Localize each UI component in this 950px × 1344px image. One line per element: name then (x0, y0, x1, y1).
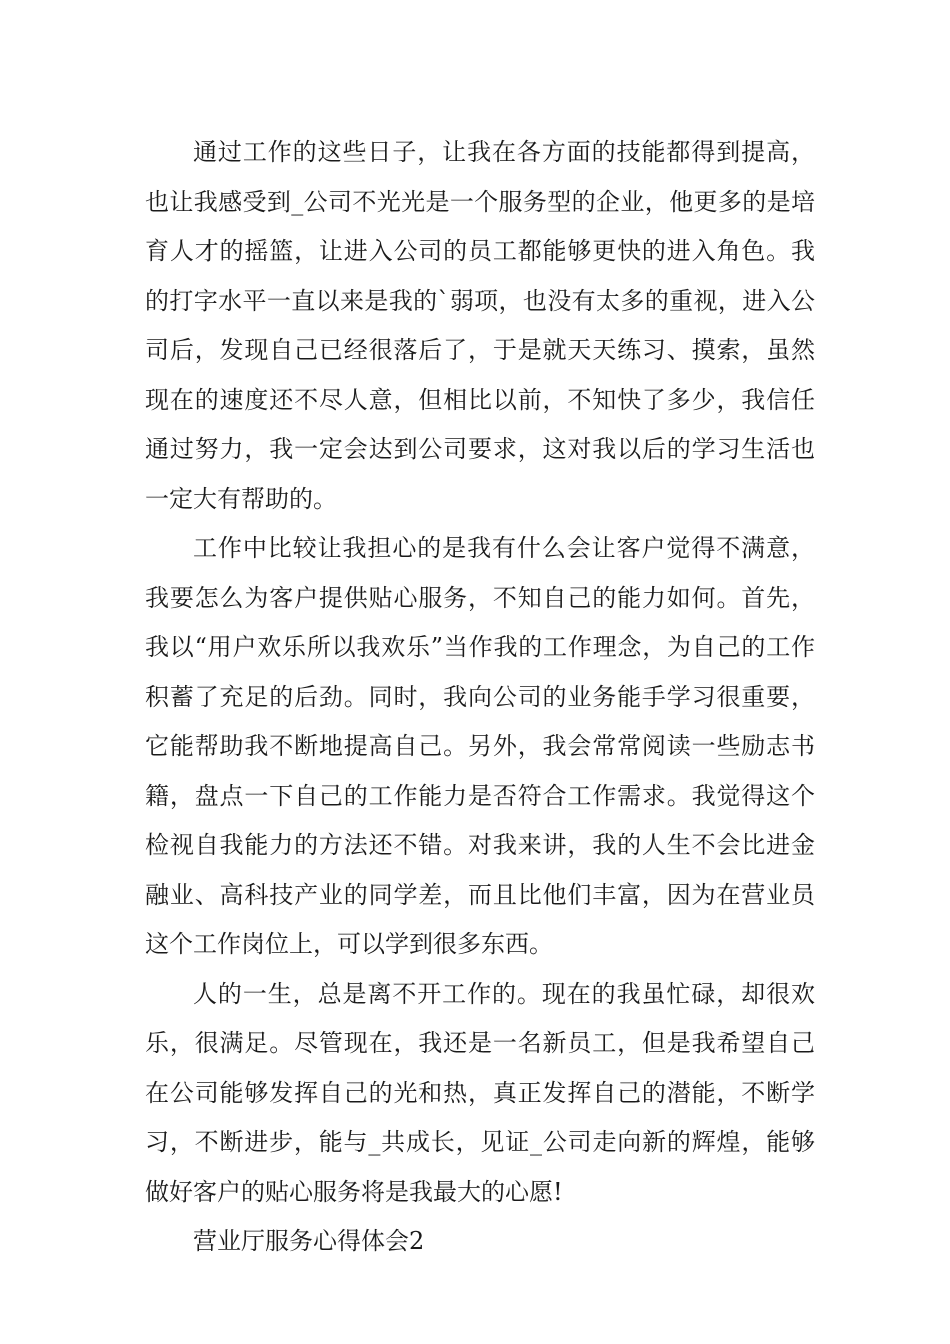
section-heading: 营业厅服务心得体会2 (193, 1227, 425, 1255)
document-page (145, 128, 815, 1267)
paragraph-3: 人的一生，总是离不开工作的。现在的我虽忙碌，却很欢乐，很满足。尽管现在，我还是一名新员工，但是我希望自己在公司能够发挥自己的光和热，真正发挥自己的潜能，不断学习，不断进步，能与_共成长，见证_公司走向新的辉煌，能够做好客户的贴心服务将是我最大的心愿! (145, 979, 815, 1206)
paragraph-1: 通过工作的这些日子，让我在各方面的技能都得到提高，也让我感受到_公司不光光是一个服务型的企业，他更多的是培育人才的摇篮，让进入公司的员工都能够更快的进入角色。我的打字水平一直以来是我的`弱项，也没有太多的重视，进入公司后，发现自己已经很落后了，于是就天天练习、摸索，虽然现在的速度还不尽人意，但相比以前，不知快了多少，我信任通过努力，我一定会达到公司要求，这对我以后的学习生活也一定大有帮助的。 (145, 138, 815, 513)
paragraph-2: 工作中比较让我担心的是我有什么会让客户觉得不满意，我要怎么为客户提供贴心服务，不知自己的能力如何。首先，我以“用户欢乐所以我欢乐”当作我的工作理念，为自己的工作积蓄了充足的后劲。同时，我向公司的业务能手学习很重要，它能帮助我不断地提高自己。另外，我会常常阅读一些励志书籍，盘点一下自己的工作能力是否符合工作需求。我觉得这个检视自我能力的方法还不错。对我来讲，我的人生不会比进金融业、高科技产业的同学差，而且比他们丰富，因为在营业员这个工作岗位上，可以学到很多东西。 (145, 534, 815, 958)
